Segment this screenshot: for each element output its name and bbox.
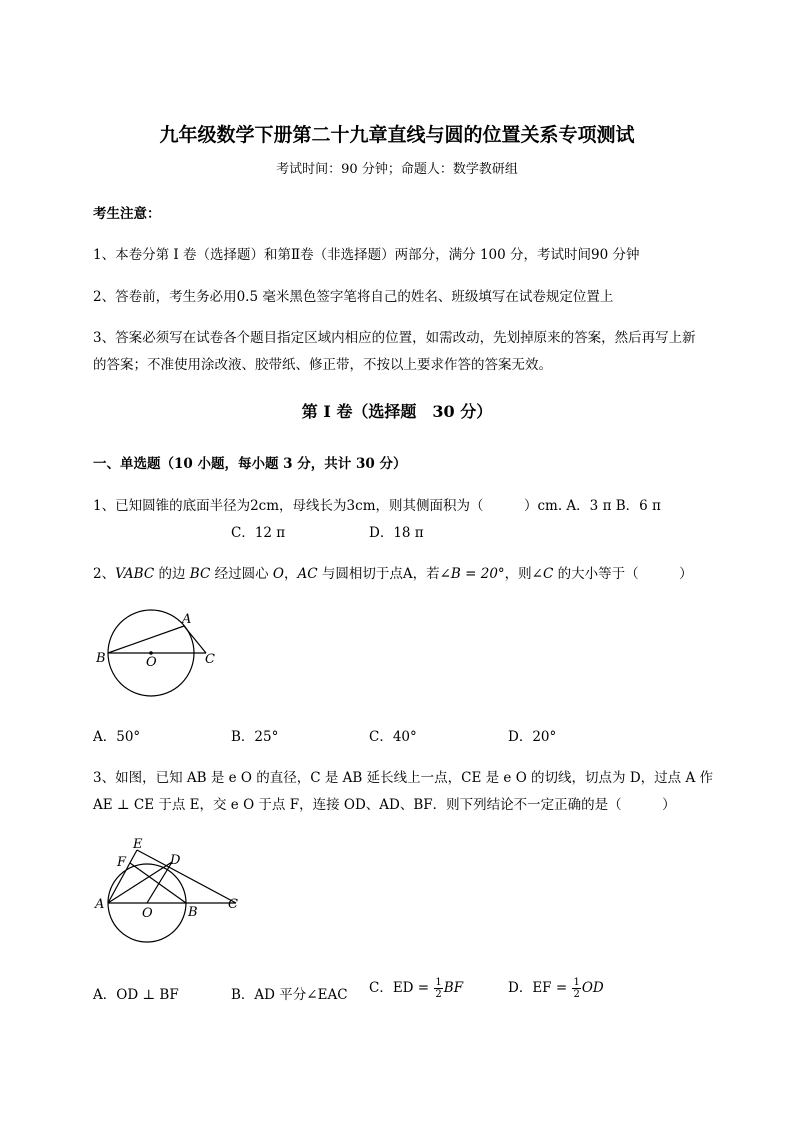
note-item-2: 2、答卷前，考生务必用0.5 毫米黑色签字笔将自己的姓名、班级填写在试卷规定位置上 xyxy=(93,289,614,305)
q1-option-d: D．18 π xyxy=(369,525,424,541)
q3-option-c-suffix: BF xyxy=(443,980,464,996)
q2-line-ba xyxy=(108,626,184,653)
q2-option-c: C．40° xyxy=(369,729,417,745)
note-item-3: 3、答案必须写在试卷各个题目指定区域内相应的位置，如需改动，先划掉原来的答案，然后再写上新 xyxy=(93,330,696,346)
q3-label-d: D xyxy=(170,853,181,868)
q3-label-b: B xyxy=(188,905,198,920)
q3-circle-figure xyxy=(90,835,250,950)
q3-option-d-prefix: D．EF = xyxy=(508,980,568,996)
q3-option-b: B．AD 平分∠EAC xyxy=(231,987,348,1003)
section-title: 第 I 卷（选择题 30 分） xyxy=(301,402,493,421)
q1-stem: 1、已知圆锥的底面半径为2cm，母线长为3cm，则其侧面积为（ ）cm. A．3 π B．6 π xyxy=(93,498,661,514)
q3-option-c-fraction: $\frac{1}{2}$ xyxy=(435,977,442,1000)
q3-option-d xyxy=(508,976,604,1000)
q2-label-o: O xyxy=(146,655,157,670)
q2-option-b: B．25° xyxy=(231,729,279,745)
note-item-1: 1、本卷分第 I 卷（选择题）和第Ⅱ卷（非选择题）两部分，满分 100 分，考试时间90 分钟 xyxy=(93,247,640,263)
q2-option-d: D．20° xyxy=(508,729,557,745)
q3-label-c: C xyxy=(228,897,238,912)
q3-line-od xyxy=(147,862,172,903)
q3-label-f: F xyxy=(117,855,127,870)
q3-option-a: A．OD ⊥ BF xyxy=(93,987,179,1003)
q2-option-a: A．50° xyxy=(93,729,141,745)
q3-label-o: O xyxy=(142,906,153,921)
q3-stem-line1: 3、如图，已知 AB 是 e O 的直径，C 是 AB 延长线上一点，CE 是 e O 的切线，切点为 D，过点 A 作 xyxy=(93,770,713,786)
q1-option-c: C．12 π xyxy=(231,525,286,541)
q3-option-c-prefix: C．ED = xyxy=(369,980,430,996)
notes-heading: 考生注意： xyxy=(93,206,161,222)
q3-label-a: A xyxy=(95,897,105,912)
part1-heading: 一、单选题（10 小题，每小题 3 分，共计 30 分） xyxy=(93,456,407,472)
q2-line-ac xyxy=(184,626,206,653)
q2-circle-figure xyxy=(90,604,230,704)
note-item-3-cont: 的答案；不准使用涂改液、胶带纸、修正带，不按以上要求作答的答案无效。 xyxy=(93,357,552,373)
q2-label-b: B xyxy=(96,651,106,666)
exam-title: 九年级数学下册第二十九章直线与圆的位置关系专项测试 xyxy=(159,124,635,146)
q3-stem-line2: AE ⊥ CE 于点 E，交 e O 于点 F，连接 OD、AD、BF．则下列结论不一定正确的是（ ） xyxy=(93,797,676,813)
q3-label-e: E xyxy=(133,837,143,852)
q2-stem: 2、VABC 的边 BC 经过圆心 O，AC 与圆相切于点A，若∠B = 20°，则∠C 的大小等于（ ） xyxy=(93,566,693,582)
q3-option-c xyxy=(369,976,463,1000)
q3-option-d-suffix: OD xyxy=(581,980,604,996)
exam-subtitle: 考试时间：90 分钟；命题人：数学教研组 xyxy=(276,162,518,177)
q3-option-d-fraction: $\frac{1}{2}$ xyxy=(573,977,580,1000)
q2-label-a: A xyxy=(182,612,192,627)
q2-label-c: C xyxy=(205,652,215,667)
